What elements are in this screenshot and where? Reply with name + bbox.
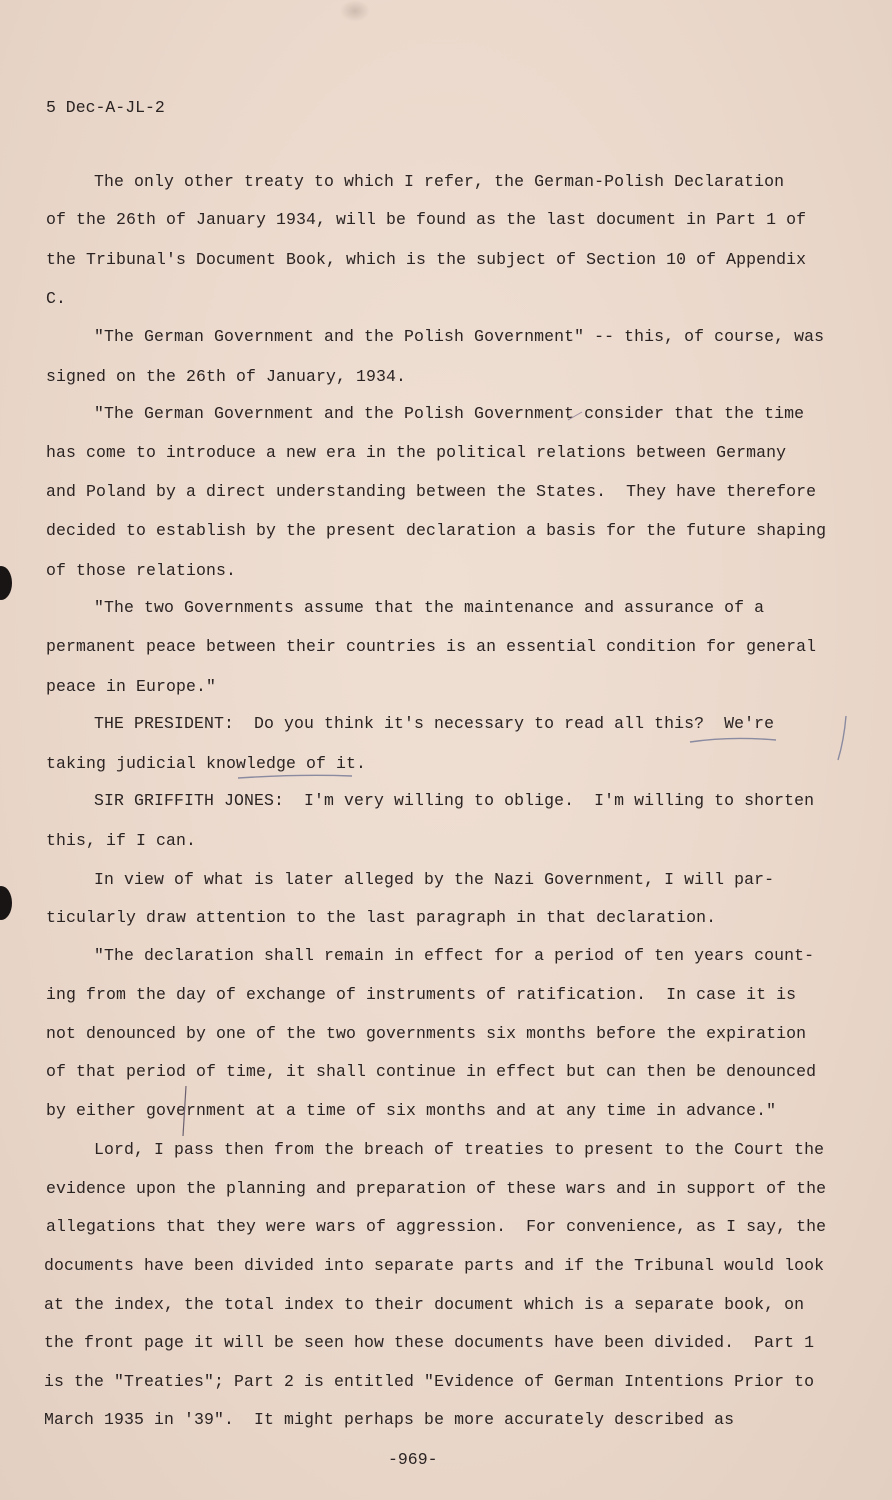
text-line: the front page it will be seen how these documents have been divided. Part 1: [44, 1333, 815, 1352]
text-line: allegations that they were wars of aggression. For convenience, as I say, the: [46, 1217, 827, 1236]
text-line: Lord, I pass then from the breach of treaties to present to the Court the: [94, 1140, 825, 1159]
pencil-margin-mark: [838, 716, 846, 760]
text-line: this, if I can.: [46, 831, 197, 850]
binder-hole: [0, 886, 12, 920]
text-line: The only other treaty to which I refer, the German-Polish Declaration: [94, 172, 785, 191]
text-line: by either government at a time of six months and at any time in advance.": [46, 1101, 777, 1120]
text-line: the Tribunal's Document Book, which is the subject of Section 10 of Appendix: [46, 250, 807, 269]
text-line: of that period of time, it shall continue in effect but can then be denounced: [46, 1062, 817, 1081]
text-line: THE PRESIDENT: Do you think it's necessary to read all this? We're: [94, 714, 775, 733]
text-line: taking judicial knowledge of it.: [46, 754, 367, 773]
text-line: at the index, the total index to their document which is a separate book, on: [44, 1295, 805, 1314]
text-line: C.: [46, 289, 67, 308]
text-line: not denounced by one of the two governments six months before the expiration: [46, 1024, 807, 1043]
text-line: permanent peace between their countries is an essential condition for general: [46, 637, 817, 656]
text-line: "The two Governments assume that the maintenance and assurance of a: [94, 598, 765, 617]
text-line: "The German Government and the Polish Government" -- this, of course, was: [94, 327, 825, 346]
page-number: -969-: [388, 1450, 438, 1469]
text-line: "The declaration shall remain in effect for a period of ten years count-: [94, 946, 815, 965]
pencil-underline: [690, 738, 776, 742]
text-line: ticularly draw attention to the last paragraph in that declaration.: [46, 908, 717, 927]
text-line: signed on the 26th of January, 1934.: [46, 367, 407, 386]
text-line: "The German Government and the Polish Government consider that the time: [94, 404, 805, 423]
text-line: SIR GRIFFITH JONES: I'm very willing to oblige. I'm willing to shorten: [94, 791, 815, 810]
text-line: decided to establish by the present declaration a basis for the future shaping: [46, 521, 827, 540]
pencil-underline: [238, 775, 352, 778]
text-line: is the "Treaties"; Part 2 is entitled "Evidence of German Intentions Prior to: [44, 1372, 815, 1391]
text-line: documents have been divided into separate parts and if the Tribunal would look: [44, 1256, 825, 1275]
text-line: ing from the day of exchange of instruments of ratification. In case it is: [46, 985, 797, 1004]
text-line: of the 26th of January 1934, will be found as the last document in Part 1 of: [46, 210, 807, 229]
text-line: In view of what is later alleged by the Nazi Government, I will par-: [94, 870, 775, 889]
text-line: has come to introduce a new era in the political relations between Germany: [46, 443, 787, 462]
text-line: of those relations.: [46, 561, 237, 580]
text-line: peace in Europe.": [46, 677, 217, 696]
text-line: March 1935 in '39". It might perhaps be more accurately described as: [44, 1410, 735, 1429]
binder-hole: [0, 566, 12, 600]
document-id: 5 Dec-A-JL-2: [46, 98, 165, 117]
paper-stain: [340, 0, 370, 22]
text-line: evidence upon the planning and preparation of these wars and in support of the: [46, 1179, 827, 1198]
text-line: and Poland by a direct understanding between the States. They have therefore: [46, 482, 817, 501]
